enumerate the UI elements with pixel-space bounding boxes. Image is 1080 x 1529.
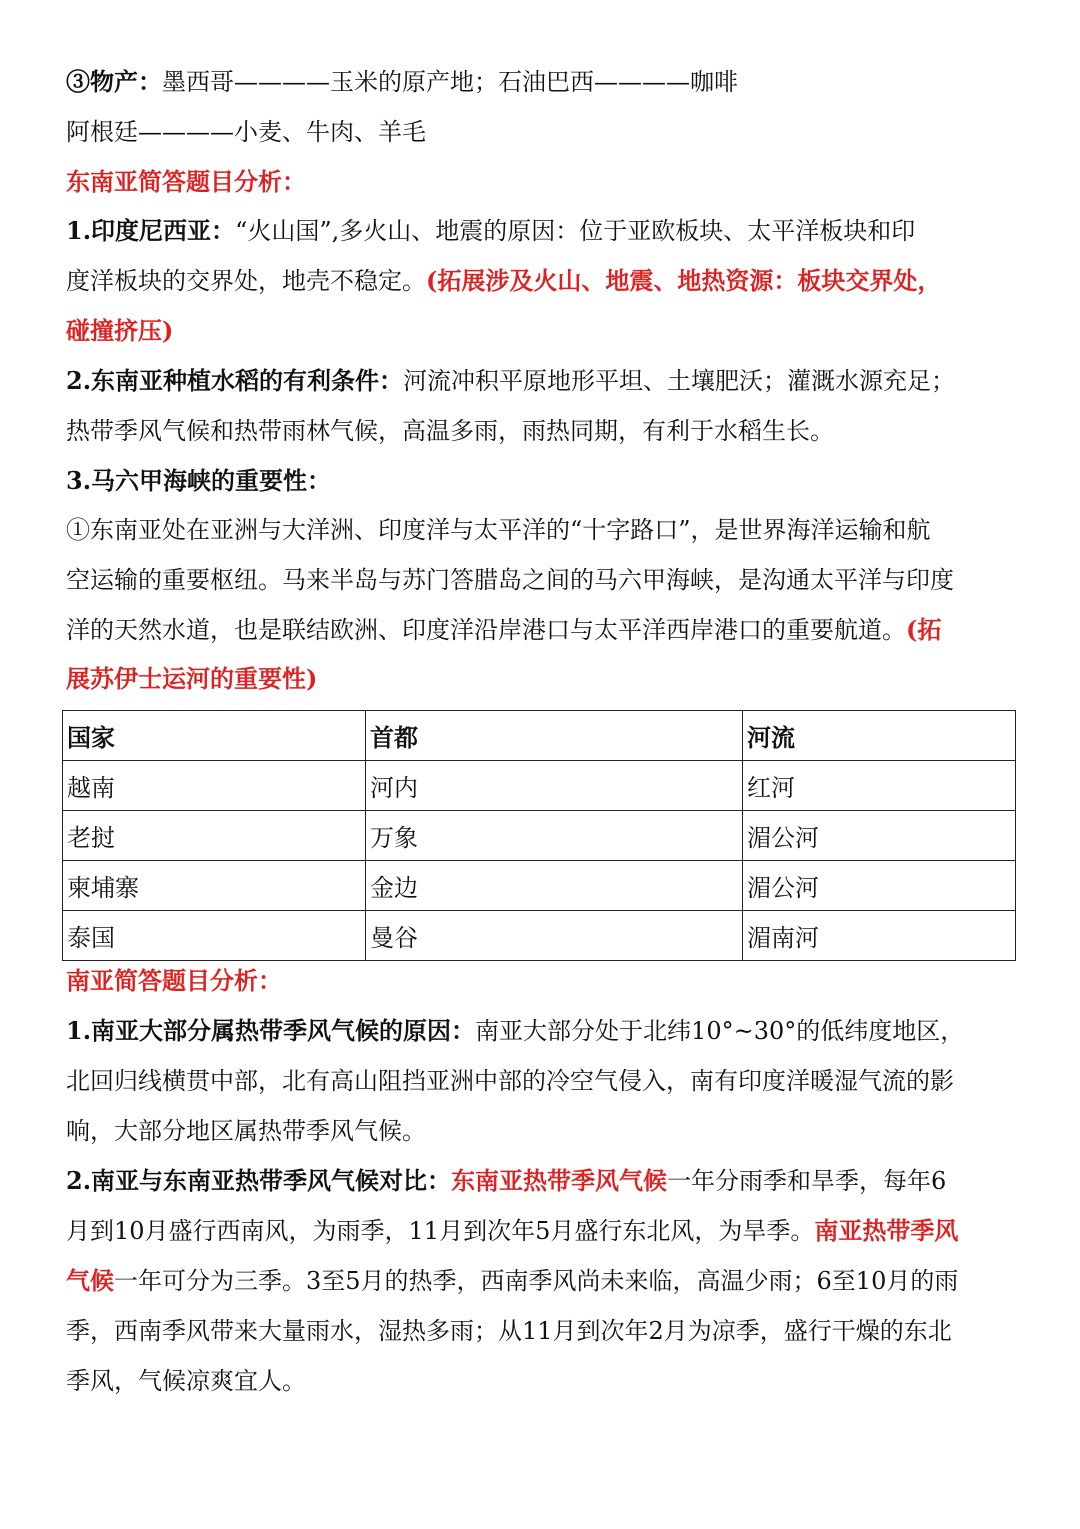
sea-q2-text-1: 河流冲积平原地形平坦、土壤肥沃；灌溉水源充足； (403, 367, 956, 395)
sea-q2-line-2: 热带季风气候和热带雨林气候，高温多雨，雨热同期，有利于水稻生长。 (66, 417, 834, 445)
sa-q1-title: 1.南亚大部分属热带季风气候的原因： (66, 1016, 476, 1045)
table-cell: 老挝 (63, 811, 366, 861)
sea-q1-text-1: “火山国”,多火山、地震的原因：位于亚欧板块、太平洋板块和印 (235, 217, 916, 245)
table-row (63, 911, 1016, 961)
table-cell: 湄公河 (743, 811, 1016, 861)
products-text-2: 阿根廷————小麦、牛肉、羊毛 (66, 118, 426, 146)
products-label: ③物产： (66, 67, 162, 96)
table-header-row (63, 711, 1016, 761)
sea-q3-line-2: 空运输的重要枢纽。马来半岛与苏门答腊岛之间的马六甲海峡，是沟通太平洋与印度 (66, 566, 954, 594)
sa-q2-highlight-1: 东南亚热带季风气候 (451, 1166, 668, 1195)
sa-q2-text-2: 月到10月盛行西南风，为雨季，11月到次年5月盛行东北风，为旱季。 (66, 1217, 815, 1245)
sea-q3-note: (拓 (906, 615, 942, 644)
table-row (63, 811, 1016, 861)
table-cell: 河内 (366, 761, 743, 811)
table-header-cell: 河流 (743, 711, 1016, 761)
table-cell: 曼谷 (366, 911, 743, 961)
sa-q1-line-3: 响，大部分地区属热带季风气候。 (66, 1117, 426, 1145)
table-header-cell: 首都 (366, 711, 743, 761)
table-cell: 红河 (743, 761, 1016, 811)
table-cell: 越南 (63, 761, 366, 811)
products-line-2 (66, 118, 426, 146)
sea-q3-note-end: 展苏伊士运河的重要性) (66, 664, 318, 693)
sa-q2-highlight-2a: 南亚热带季风 (814, 1216, 959, 1245)
products-line-1 (66, 68, 738, 96)
sea-q2-title: 2.东南亚种植水稻的有利条件： (66, 366, 404, 395)
table-cell: 金边 (366, 861, 743, 911)
sa-q1-line-2: 北回归线横贯中部，北有高山阻挡亚洲中部的冷空气侵入，南有印度洋暖湿气流的影 (66, 1067, 954, 1095)
sea-heading: 东南亚简答题目分析： (66, 167, 306, 196)
sea-q3-title: 3.马六甲海峡的重要性： (66, 466, 332, 495)
sea-q1-note-end: 碰撞挤压) (66, 316, 174, 345)
sea-q3-line-1: ①东南亚处在亚洲与大洋洲、印度洋与太平洋的“十字路口”，是世界海洋运输和航 (66, 516, 931, 544)
sea-q3-text-3: 洋的天然水道，也是联结欧洲、印度洋沿岸港口与太平洋西岸港口的重要航道。 (66, 616, 906, 644)
table-cell: 湄公河 (743, 861, 1016, 911)
sa-q2-text-1: 一年分雨季和旱季，每年6 (667, 1167, 947, 1195)
sa-q2-line-1 (66, 1167, 946, 1195)
sea-q1-text-2: 度洋板块的交界处，地壳不稳定。 (66, 267, 426, 295)
sea-q1-line-2 (66, 267, 941, 295)
sa-q2-line-5: 季风，气候凉爽宜人。 (66, 1367, 306, 1395)
sea-q1-note: (拓展涉及火山、地震、地热资源：板块交界处， (426, 266, 942, 295)
table-row (63, 761, 1016, 811)
sa-q2-title: 2.南亚与东南亚热带季风气候对比： (66, 1166, 452, 1195)
table-header-cell: 国家 (63, 711, 366, 761)
sea-q2-line-1 (66, 367, 955, 395)
products-text-1: 墨西哥————玉米的原产地；石油巴西————咖啡 (162, 68, 738, 96)
sa-q1-text-1: 南亚大部分处于北纬10°~30°的低纬度地区， (475, 1017, 965, 1045)
sa-heading: 南亚简答题目分析： (66, 966, 282, 995)
sa-q2-highlight-2b: 气候 (66, 1266, 114, 1295)
table-cell: 柬埔寨 (63, 861, 366, 911)
sa-q2-line-4: 季，西南季风带来大量雨水，湿热多雨；从11月到次年2月为凉季，盛行干燥的东北 (66, 1317, 952, 1345)
table-cell: 万象 (366, 811, 743, 861)
sea-q1-line-1 (66, 217, 915, 245)
sea-q1-title: 1.印度尼西亚： (66, 216, 236, 245)
sea-q3-line-3 (66, 616, 941, 644)
sa-q2-text-3: 一年可分为三季。3至5月的热季，西南季风尚未来临，高温少雨；6至10月的雨 (114, 1267, 959, 1295)
table-cell: 泰国 (63, 911, 366, 961)
sa-q2-line-3 (66, 1267, 958, 1295)
capitals-table (62, 710, 1016, 961)
sa-q2-line-2 (66, 1217, 958, 1245)
table-cell: 湄南河 (743, 911, 1016, 961)
sa-q1-line-1 (66, 1017, 964, 1045)
table-row (63, 861, 1016, 911)
